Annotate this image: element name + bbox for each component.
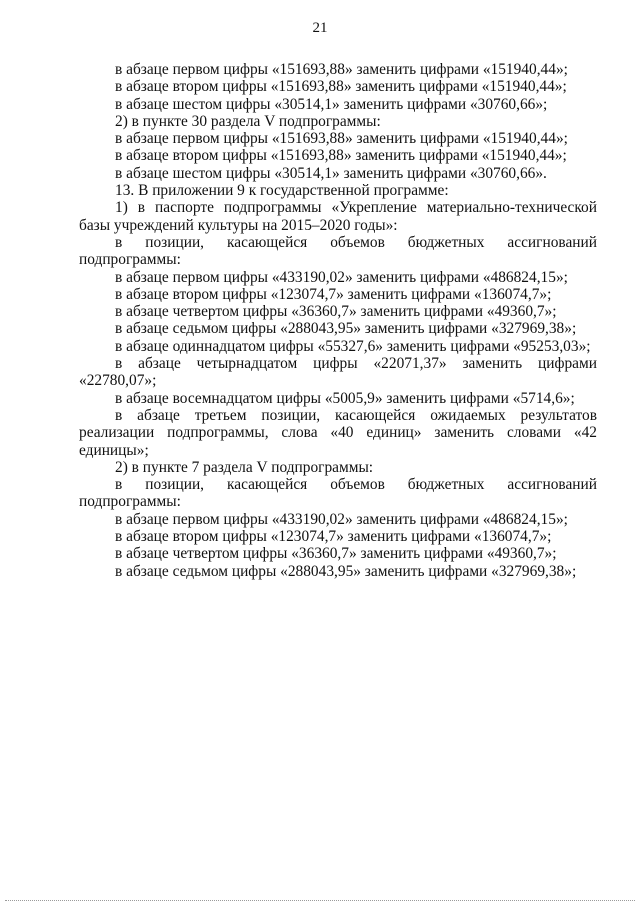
paragraph-2: в абзаце втором цифры «151693,88» заменить цифрами «151940,44»; (115, 78, 567, 96)
paragraph-8: 13. В приложении 9 к государственной программе: (115, 182, 449, 200)
paragraph-17: в абзаце восемнадцатом цифры «5005,9» заменить цифрами «5714,6»; (115, 389, 575, 407)
paragraph-12: в абзаце втором цифры «123074,7» заменить цифрами «136074,7»; (115, 285, 552, 303)
paragraph-21: в абзаце первом цифры «433190,02» заменить цифрами «486824,15»; (115, 510, 568, 528)
paragraph-14: в абзаце седьмом цифры «288043,95» заменить цифрами «327969,38»; (115, 320, 577, 338)
paragraph-20: в позиции, касающейся объемов бюджетных ассигнований подпрограммы: (79, 476, 597, 511)
paragraph-1: в абзаце первом цифры «151693,88» заменить цифрами «151940,44»; (115, 61, 568, 78)
paragraph-19: 2) в пункте 7 раздела V подпрограммы: (115, 458, 374, 476)
paragraph-11: в абзаце первом цифры «433190,02» заменить цифрами «486824,15»; (115, 268, 568, 286)
paragraph-23: в абзаце четвертом цифры «36360,7» заменить цифрами «49360,7»; (115, 545, 557, 563)
paragraph-9: 1) в паспорте подпрограммы «Укрепление материально-технической базы учреждений культуры на 2015–2020 годы»: (79, 199, 597, 234)
paragraph-10: в позиции, касающейся объемов бюджетных ассигнований подпрограммы: (79, 233, 597, 269)
paragraph-24: в абзаце седьмом цифры «288043,95» заменить цифрами «327969,38»; (115, 562, 577, 580)
paragraph-6: в абзаце втором цифры «151693,88» заменить цифрами «151940,44»; (115, 147, 567, 165)
page-number: 21 (312, 20, 328, 36)
paragraph-7: в абзаце шестом цифры «30514,1» заменить цифрами «30760,66». (115, 164, 547, 182)
page-bottom-border (5, 900, 635, 901)
paragraph-5: в абзаце первом цифры «151693,88» заменить цифрами «151940,44»; (115, 130, 568, 148)
paragraph-4: 2) в пункте 30 раздела V подпрограммы: (115, 112, 381, 130)
paragraph-13: в абзаце четвертом цифры «36360,7» заменить цифрами «49360,7»; (115, 303, 557, 321)
paragraph-3: в абзаце шестом цифры «30514,1» заменить цифрами «30760,66»; (115, 95, 548, 113)
paragraph-16: в абзаце четырнадцатом цифры «22071,37» заменить цифрами «22780,07»; (79, 355, 597, 390)
paragraph-15: в абзаце одиннадцатом цифры «55327,6» заменить цифрами «95253,03»; (115, 337, 591, 355)
paragraph-18: в абзаце третьем позиции, касающейся ожидаемых результатов реализации подпрограммы, слова «40 единиц» заменить словами «42 единицы»; (79, 406, 597, 459)
paragraph-22: в абзаце втором цифры «123074,7» заменить цифрами «136074,7»; (115, 528, 552, 546)
document-body (79, 61, 597, 580)
